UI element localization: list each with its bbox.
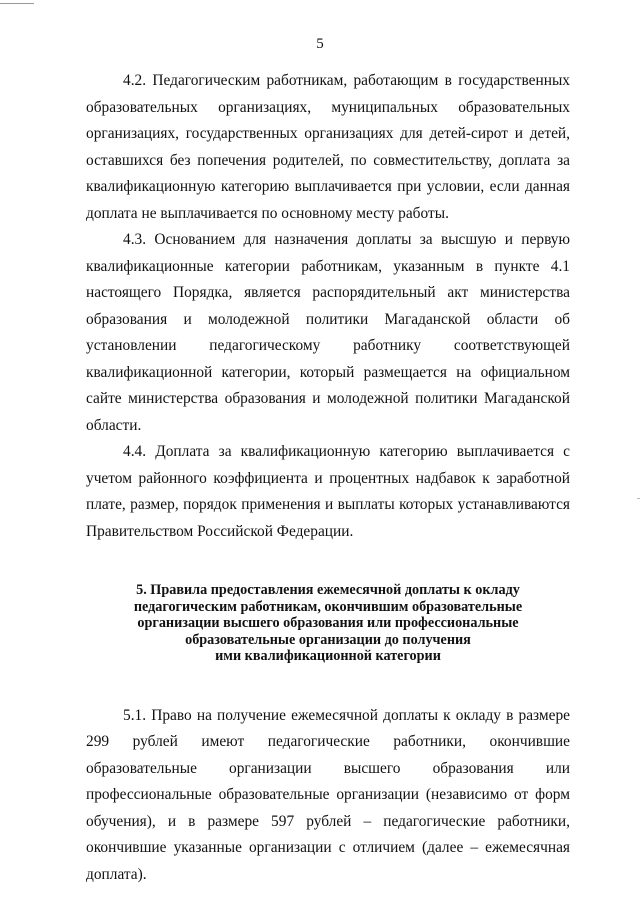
paragraph-4-4: 4.4. Доплата за квалификационную категорию выплачивается с учетом районного коэффициента и процентных надбавок к заработной плате, размер, порядок применения и выплаты которых устанавливаются Правительством Российской Федерации. [86,443,570,540]
scan-corner-mark [0,0,34,4]
document-body [86,68,570,888]
section-heading-line: педагогическим работникам, окончившим образовательные [133,598,523,615]
paragraph-4-3: 4.3. Основанием для назначения доплаты за высшую и первую квалификационные категории работникам, указанным в пункте 4.1 настоящего Порядка, является распорядительный акт министерства образования и молодежной политики Магаданской области об установлении педагогическому работнику соответствующей квалификационной категории, который размещается на официальном сайте министерства образования и молодежной политики Магаданской области. [86,231,570,434]
section-heading-line: 5. Правила предоставления ежемесячной доплаты к окладу [136,582,520,598]
paragraph-5-1: 5.1. Право на получение ежемесячной доплаты к окладу в размере 299 рублей имеют педагогические работники, окончившие образовательные организации высшего образования или профессиональные образовательные организации (независимо от форм обучения), и в размере 597 рублей – педагогические работники, окончившие указанные организации с отличием (далее – ежемесячная доплата). [86,706,570,883]
section-heading-line: организации высшего образования или профессиональные [137,615,519,632]
section-5-heading [86,582,570,665]
section-heading-line: образовательные организации до получения [185,631,471,648]
paragraph-4-2: 4.2. Педагогическим работникам, работающим в государственных образовательных организациях, муниципальных образовательных организациях, государственных организациях для детей-сирот и детей, оставшихся без попечения родителей, по совместительству, доплата за квалификационную категорию выплачивается при условии, если данная доплата не выплачивается по основному месту работы. [86,72,570,222]
section-heading-line: ими квалификационной категории [215,648,441,665]
page-number: 5 [316,36,324,52]
